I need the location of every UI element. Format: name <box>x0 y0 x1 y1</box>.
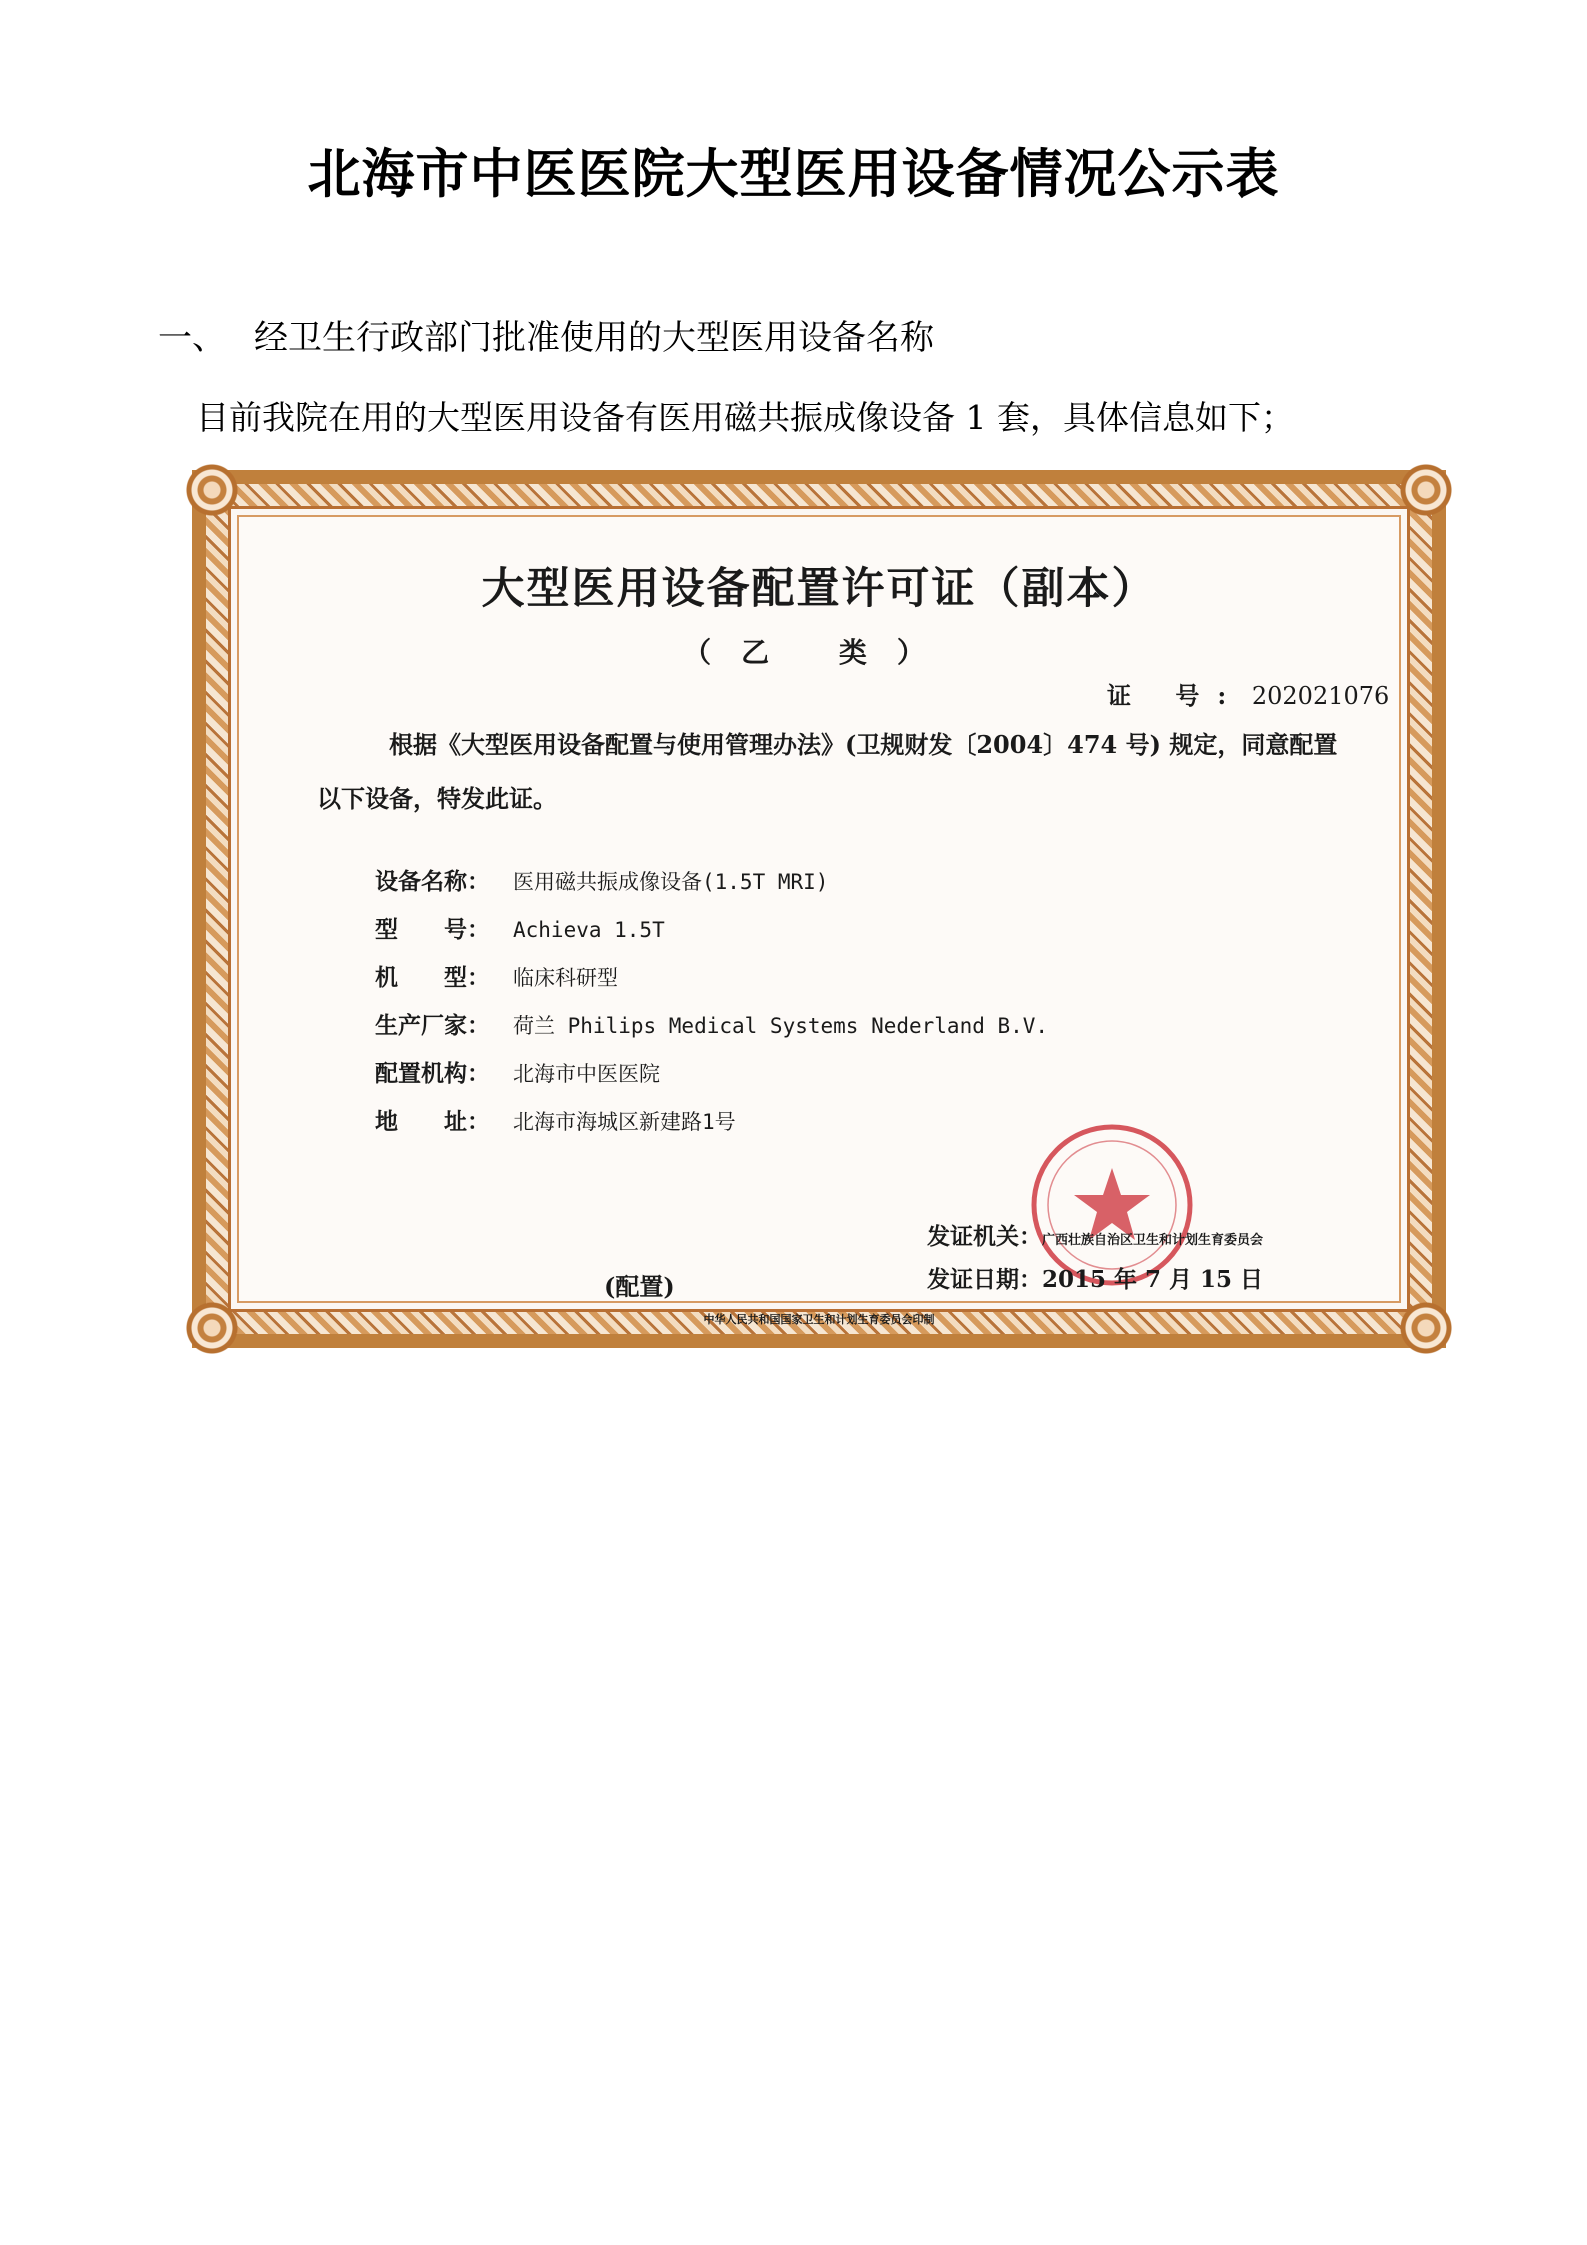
certificate-basis-line2: 以下设备，特发此证。 <box>317 784 557 813</box>
field-device-name <box>375 863 828 896</box>
issue-date <box>927 1261 1263 1294</box>
certificate-paper <box>237 515 1401 1326</box>
field-model <box>375 911 665 944</box>
field-value: 北海市中医医院 <box>513 1062 660 1086</box>
field-manufacturer <box>375 1007 1048 1040</box>
field-label: 型 号： <box>375 916 490 943</box>
corner-ornament-icon <box>183 1299 241 1357</box>
issuer-name: 广西壮族自治区卫生和计划生育委员会 <box>1042 1233 1264 1248</box>
printer-line: 中华人民共和国国家卫生和计划生育委员会印制 <box>703 1313 935 1326</box>
certificate-border <box>206 484 1432 1334</box>
field-label: 配置机构： <box>375 1060 490 1087</box>
field-label: 生产厂家： <box>375 1012 490 1039</box>
issue-date-label: 发证日期： <box>927 1266 1042 1293</box>
page-title: 北海市中医医院大型医用设备情况公示表 <box>307 144 1280 205</box>
certificate-number-value: 202021076 <box>1251 682 1390 710</box>
field-address <box>375 1103 736 1136</box>
section-heading <box>158 310 934 359</box>
certificate-title: 大型医用设备配置许可证（副本） <box>481 564 1157 614</box>
certificate-number-label: 证 号: <box>1107 681 1245 710</box>
field-value: 荷兰 Philips Medical Systems Nederland B.V. <box>513 1014 1049 1038</box>
field-machine-type <box>375 959 618 992</box>
issue-date-value: 2015 年 7 月 15 日 <box>1042 1266 1264 1293</box>
field-value: 医用磁共振成像设备(1.5T MRI) <box>513 870 829 894</box>
config-note: (配置) <box>604 1272 675 1301</box>
field-label: 设备名称： <box>375 868 490 895</box>
certificate-basis-line1: 根据《大型医用设备配置与使用管理办法》(卫规财发〔2004〕474 号) 规定，同意配置 <box>389 730 1338 759</box>
issuer <box>927 1218 1263 1251</box>
field-value: 临床科研型 <box>513 966 618 990</box>
certificate-inner-frame <box>228 506 1410 1326</box>
section-number: 一、 <box>158 318 226 358</box>
intro-paragraph: 目前我院在用的大型医用设备有医用磁共振成像设备 1 套，具体信息如下； <box>196 398 1294 437</box>
certificate-number <box>1107 676 1389 711</box>
section-heading-text: 经卫生行政部门批准使用的大型医用设备名称 <box>254 318 934 358</box>
certificate-class: （乙 类） <box>683 636 955 669</box>
corner-ornament-icon <box>183 461 241 519</box>
field-value: Achieva 1.5T <box>513 918 665 942</box>
field-label: 地 址： <box>375 1108 490 1135</box>
field-institution <box>375 1055 660 1088</box>
field-label: 机 型： <box>375 964 490 991</box>
issuer-label: 发证机关： <box>927 1223 1042 1250</box>
field-value: 北海市海城区新建路1号 <box>513 1110 736 1134</box>
corner-ornament-icon <box>1397 1299 1455 1357</box>
certificate-image <box>192 470 1446 1348</box>
corner-ornament-icon <box>1397 461 1455 519</box>
